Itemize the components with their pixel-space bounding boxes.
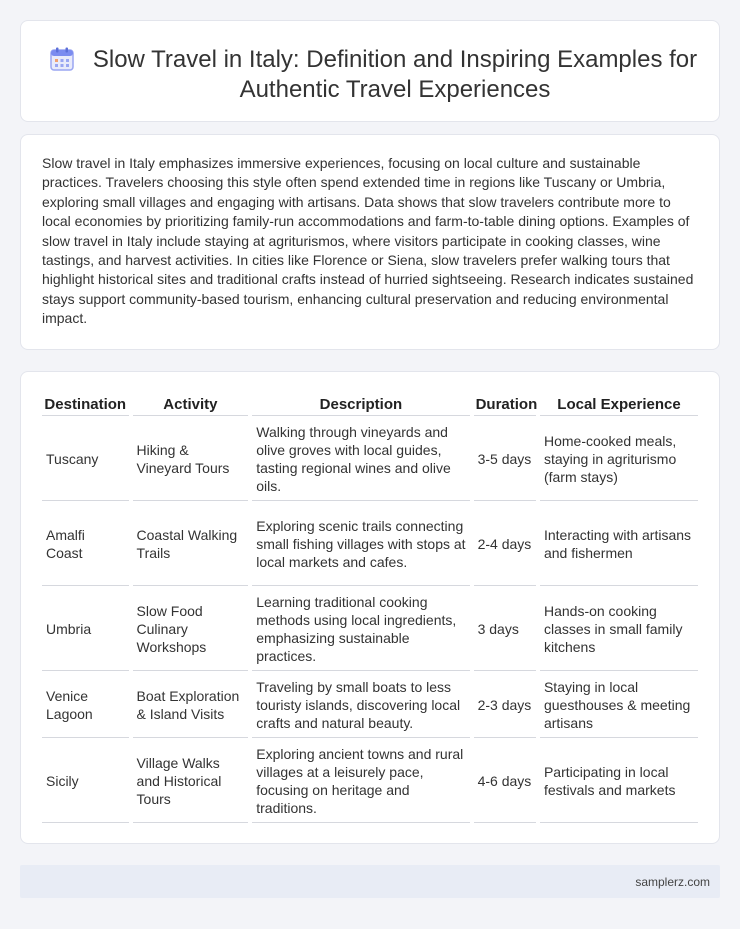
calendar-icon <box>49 46 75 72</box>
header-description: Description <box>252 392 469 416</box>
header-activity: Activity <box>133 392 249 416</box>
footer-site-link[interactable]: samplerz.com <box>635 875 710 889</box>
table-row <box>42 586 698 671</box>
header-duration: Duration <box>474 392 536 416</box>
table-row <box>42 501 698 586</box>
cell-local-experience: Home-cooked meals, staying in agriturismo (farm stays) <box>540 416 698 501</box>
cell-description: Learning traditional cooking methods using local ingredients, emphasizing sustainable practices. <box>252 586 469 671</box>
table-card <box>20 371 720 844</box>
cell-duration: 4-6 days <box>474 738 536 823</box>
header-local-experience: Local Experience <box>540 392 698 416</box>
cell-activity: Boat Exploration & Island Visits <box>133 671 249 738</box>
cell-destination: Tuscany <box>42 416 129 501</box>
table-header-row <box>42 392 698 416</box>
cell-local-experience: Staying in local guesthouses & meeting artisans <box>540 671 698 738</box>
cell-duration: 2-4 days <box>474 501 536 586</box>
cell-destination: Venice Lagoon <box>42 671 129 738</box>
cell-activity: Village Walks and Historical Tours <box>133 738 249 823</box>
cell-local-experience: Hands-on cooking classes in small family kitchens <box>540 586 698 671</box>
travel-table <box>38 392 702 823</box>
cell-activity: Slow Food Culinary Workshops <box>133 586 249 671</box>
cell-activity: Coastal Walking Trails <box>133 501 249 586</box>
cell-description: Exploring scenic trails connecting small fishing villages with stops at local markets and cafes. <box>252 501 469 586</box>
cell-duration: 3 days <box>474 586 536 671</box>
table-row <box>42 738 698 823</box>
header-destination: Destination <box>42 392 129 416</box>
title-card <box>20 20 720 122</box>
intro-paragraph: Slow travel in Italy emphasizes immersive experiences, focusing on local culture and sustainable practices. Travelers choosing this style often spend extended time in regions like Tuscany or Umbria, exploring small villages and engaging with artisans. Data shows that slow travelers contribute more to local economies by prioritizing family-run accommodations and farm-to-table dining options. Examples of slow travel in Italy include staying at agriturismos, where visitors participate in cooking classes, wine tastings, and harvest activities. In cities like Florence or Siena, slow travelers prefer walking tours that highlight historical sites and traditional crafts instead of hurried sightseeing. Research indicates sustained stays support community-based tourism, enhancing cultural preservation and reducing environmental impact. <box>42 155 694 327</box>
cell-activity: Hiking & Vineyard Tours <box>133 416 249 501</box>
cell-description: Walking through vineyards and olive groves with local guides, tasting regional wines and olive oils. <box>252 416 469 501</box>
cell-duration: 2-3 days <box>474 671 536 738</box>
intro-card <box>20 134 720 350</box>
cell-description: Traveling by small boats to less touristy islands, discovering local crafts and natural beauty. <box>252 671 469 738</box>
cell-description: Exploring ancient towns and rural villages at a leisurely pace, focusing on heritage and traditions. <box>252 738 469 823</box>
cell-duration: 3-5 days <box>474 416 536 501</box>
footer-bar <box>20 865 720 898</box>
cell-local-experience: Participating in local festivals and markets <box>540 738 698 823</box>
table-row <box>42 671 698 738</box>
page-title: Slow Travel in Italy: Definition and Inspiring Examples for Authentic Travel Experiences <box>92 46 698 103</box>
table-row <box>42 416 698 501</box>
cell-local-experience: Interacting with artisans and fishermen <box>540 501 698 586</box>
cell-destination: Sicily <box>42 738 129 823</box>
cell-destination: Amalfi Coast <box>42 501 129 586</box>
cell-destination: Umbria <box>42 586 129 671</box>
